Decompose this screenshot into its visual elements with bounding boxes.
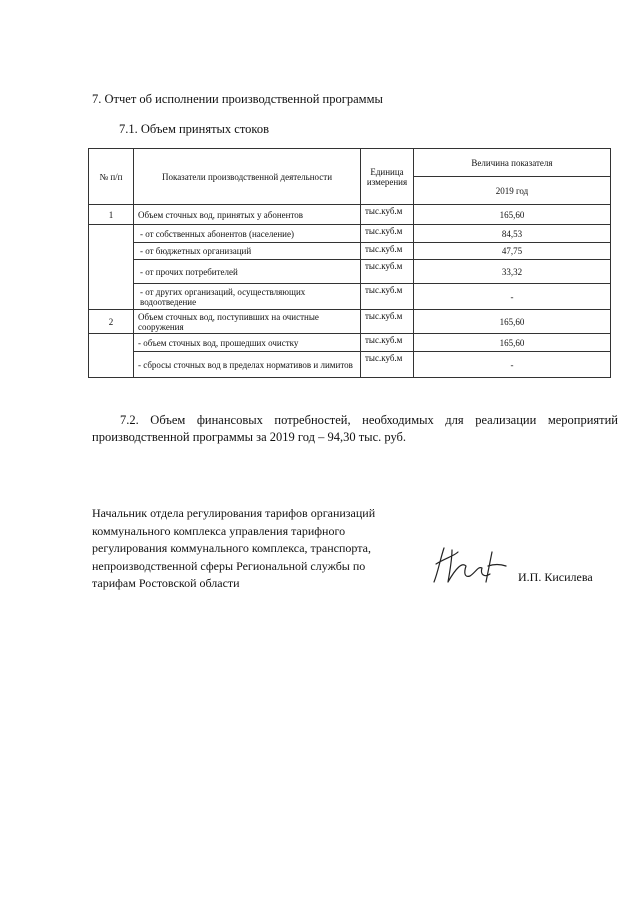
row-num: 1 — [89, 205, 134, 225]
row-indicator: - сбросы сточных вод в пределах нормативов и лимитов — [134, 352, 361, 378]
row-value: - — [414, 352, 611, 378]
row-unit: тыс.куб.м — [361, 334, 414, 352]
row-indicator: - от других организаций, осуществляющих водоотведение — [134, 284, 361, 310]
row-indicator: Объем сточных вод, принятых у абонентов — [134, 205, 361, 225]
header-num: № п/п — [89, 149, 134, 205]
header-year: 2019 год — [414, 177, 611, 205]
signer-title-line: непроизводственной сферы Региональной службы по — [92, 558, 366, 573]
signer-title-line: коммунального комплекса управления тарифного — [92, 523, 346, 538]
signer-title-line: тарифам Ростовской области — [92, 576, 240, 591]
row-indicator: Объем сточных вод, поступивших на очистные сооружения — [134, 310, 361, 334]
row-indicator: - от собственных абонентов (население) — [134, 225, 361, 243]
table-row — [89, 205, 611, 225]
row-unit: тыс.куб.м — [361, 225, 414, 243]
row-value: 165,60 — [414, 310, 611, 334]
table-row — [89, 284, 611, 310]
section-heading: 7. Отчет об исполнении производственной программы — [92, 92, 383, 106]
header-unit-line2: измерения — [366, 176, 408, 187]
subsection-heading: 7.1. Объем принятых стоков — [119, 122, 269, 136]
signer-title — [92, 505, 412, 593]
row-value: 84,53 — [414, 225, 611, 243]
row-unit: тыс.куб.м — [361, 243, 414, 260]
table-row — [89, 352, 611, 378]
row-unit: тыс.куб.м — [361, 284, 414, 310]
table-row — [89, 334, 611, 352]
header-indicator: Показатели производственной деятельности — [134, 149, 361, 205]
row-unit: тыс.куб.м — [361, 205, 414, 225]
table-row — [89, 243, 611, 260]
row-unit: тыс.куб.м — [361, 352, 414, 378]
row-value: 165,60 — [414, 334, 611, 352]
handwritten-signature — [430, 538, 510, 588]
row-num: 2 — [89, 310, 134, 334]
row-num — [89, 334, 134, 378]
row-value: 33,32 — [414, 260, 611, 284]
signer-title-line: регулирования коммунального комплекса, транспорта, — [92, 541, 371, 556]
signer-title-line: Начальник отдела регулирования тарифов организаций — [92, 506, 376, 520]
table-row — [89, 310, 611, 334]
financial-needs-paragraph: 7.2. Объем финансовых потребностей, необходимых для реализации мероприятий производственной программы за 2019 год – 94,30 тыс. руб. — [92, 413, 618, 444]
row-unit: тыс.куб.м — [361, 260, 414, 284]
signer-name: И.П. Кисилева — [518, 570, 593, 584]
row-indicator: - от бюджетных организаций — [134, 243, 361, 260]
row-indicator: - объем сточных вод, прошедших очистку — [134, 334, 361, 352]
row-value: 47,75 — [414, 243, 611, 260]
row-value: - — [414, 284, 611, 310]
row-indicator: - от прочих потребителей — [134, 260, 361, 284]
wastewater-table — [88, 148, 611, 378]
row-num — [89, 225, 134, 310]
header-unit — [361, 149, 414, 205]
table-row — [89, 225, 611, 243]
row-value: 165,60 — [414, 205, 611, 225]
header-value: Величина показателя — [414, 149, 611, 177]
table-row — [89, 260, 611, 284]
header-unit-line1: Единица — [370, 166, 404, 177]
row-unit: тыс.куб.м — [361, 310, 414, 334]
